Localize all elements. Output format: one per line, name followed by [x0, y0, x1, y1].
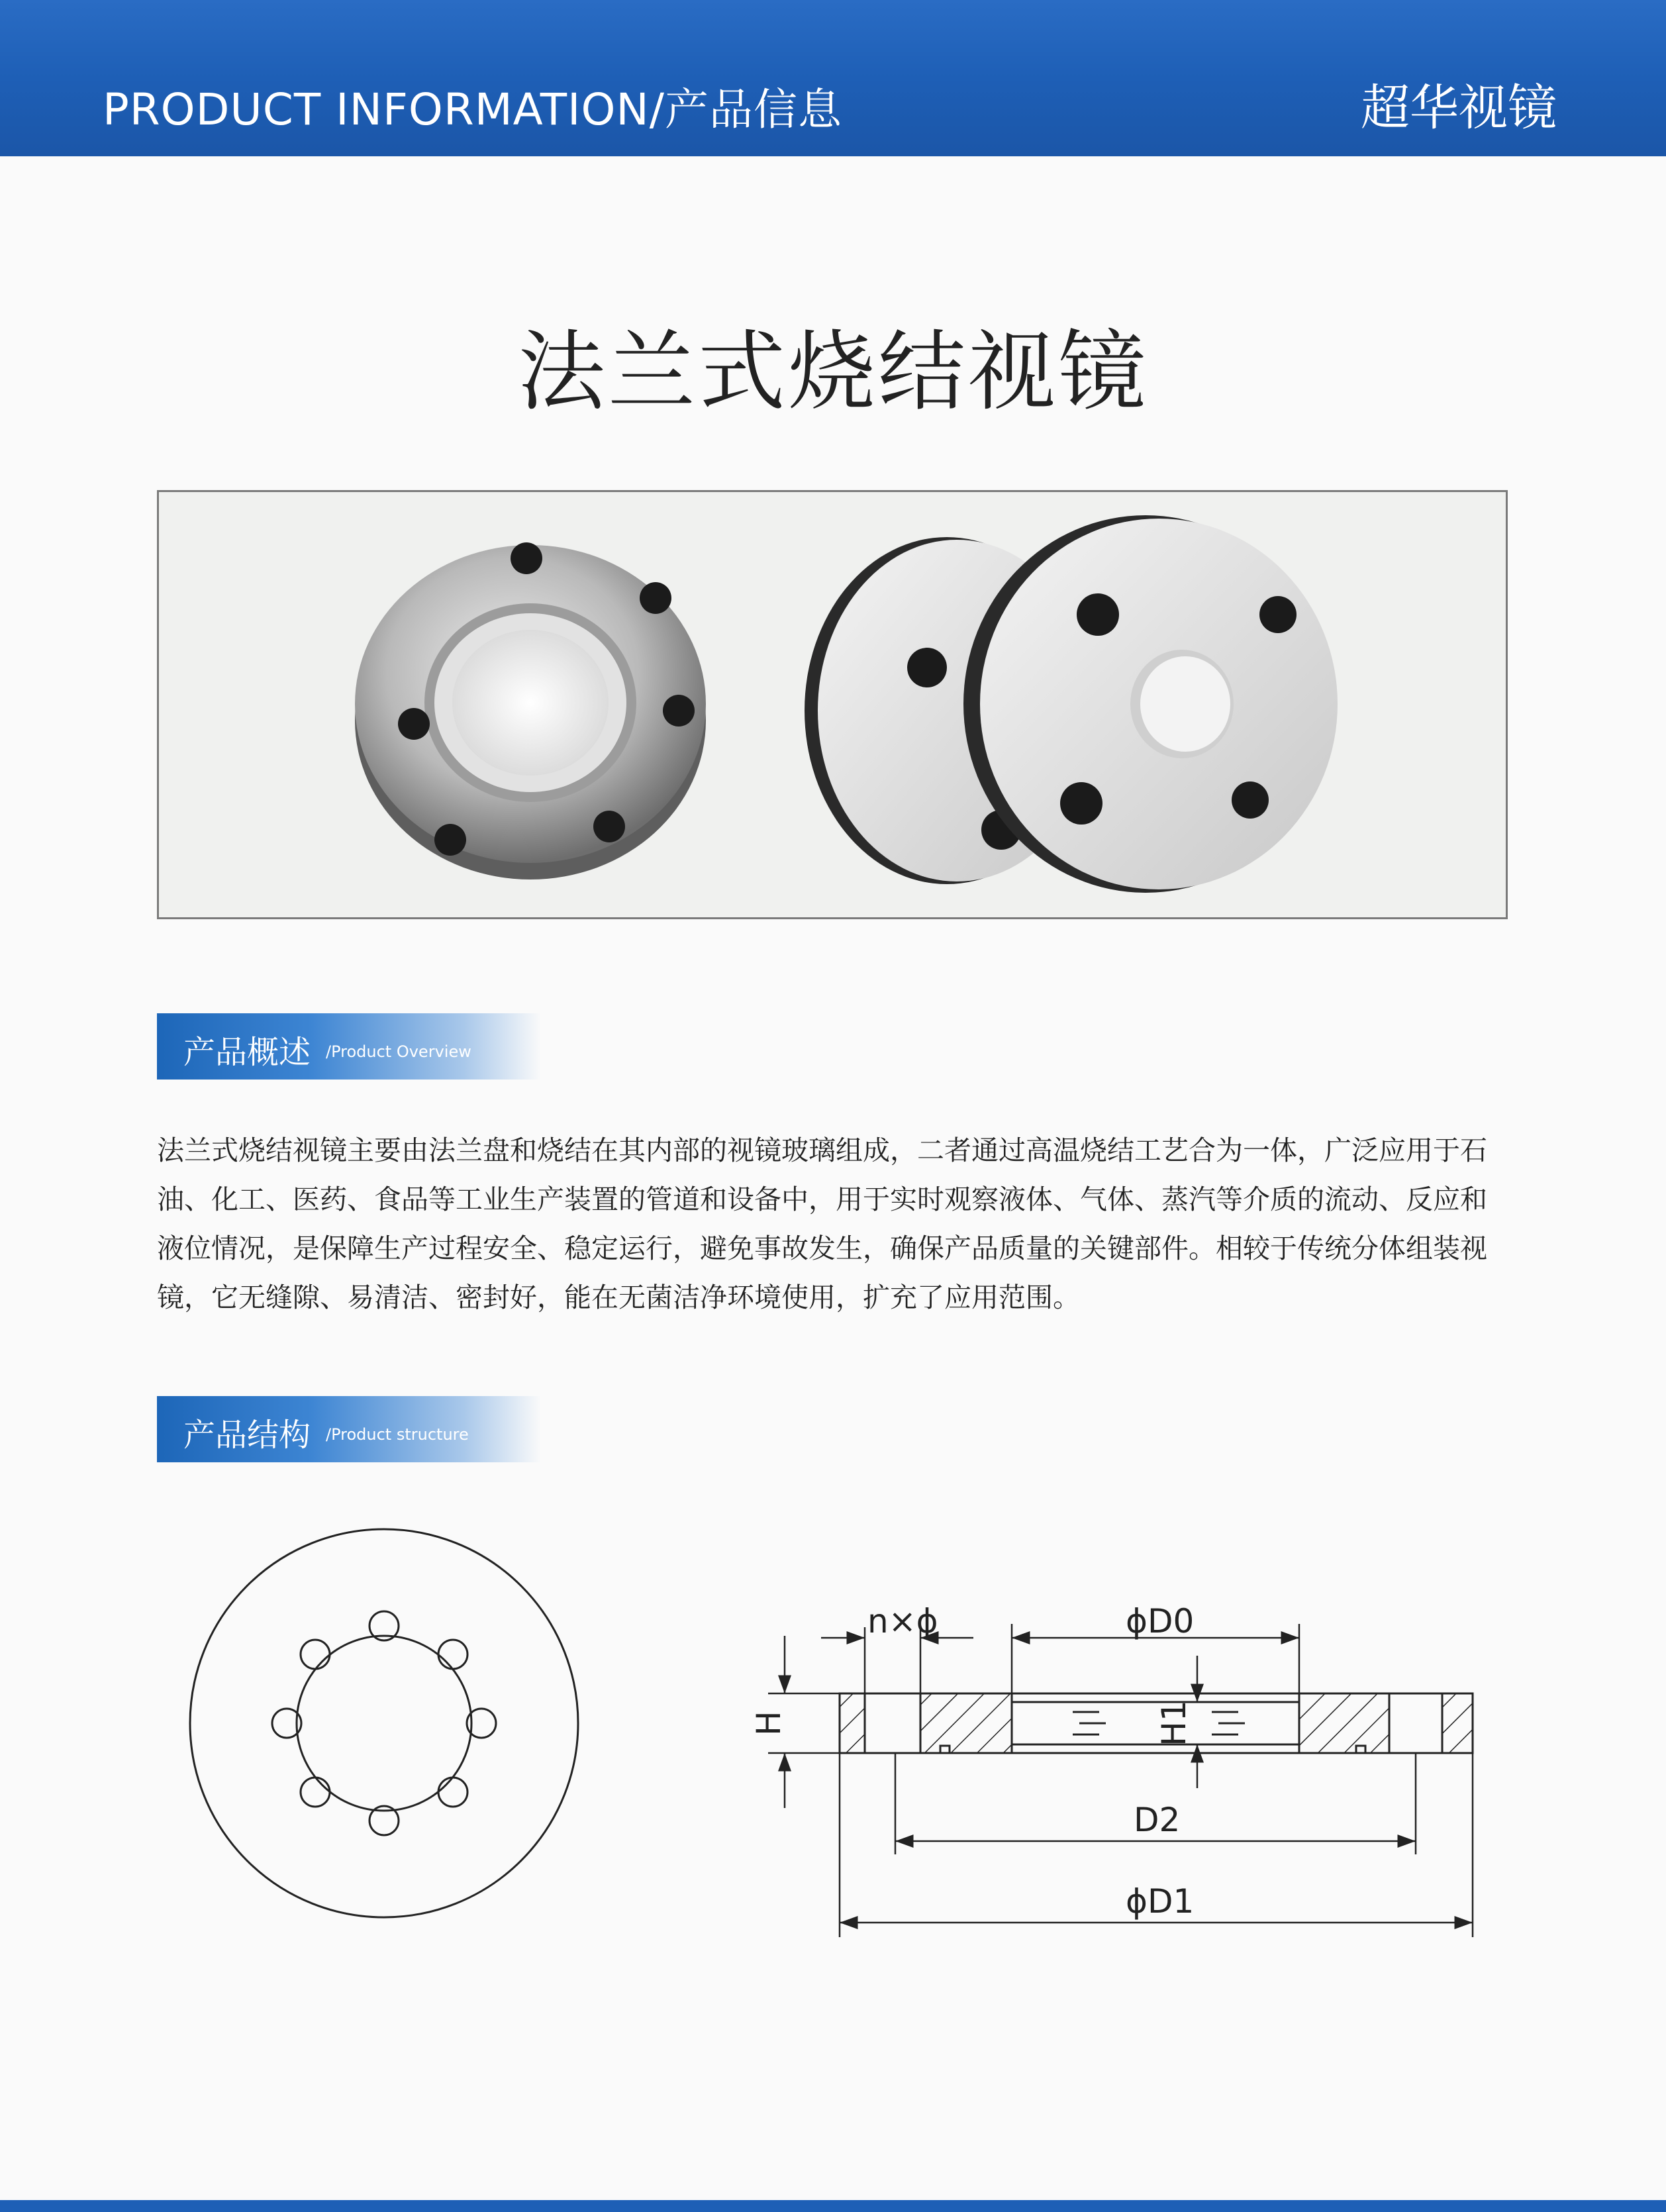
brand-name: 超华视镜: [1361, 79, 1557, 136]
product-photo: [157, 490, 1508, 919]
section-header-overview: [157, 1013, 541, 1080]
label-h1: H1: [1155, 1700, 1193, 1746]
flange-left: [355, 542, 706, 880]
page-title: 法兰式烧结视镜: [518, 321, 1148, 423]
section-title-zh: 产品结构: [183, 1417, 311, 1454]
footer-bar: [0, 2200, 1666, 2212]
label-d0: ϕD0: [1126, 1602, 1195, 1640]
header-title: PRODUCT INFORMATION/产品信息: [103, 84, 843, 135]
technical-drawing: [0, 1523, 1666, 1987]
flange-top-view: [190, 1529, 578, 1917]
header-bar: [0, 0, 1666, 156]
dimension-lines: [768, 1624, 1473, 1937]
structure-drawing: [0, 1523, 1666, 1987]
section-title-en: /Product structure: [326, 1425, 469, 1444]
label-d1: ϕD1: [1126, 1882, 1195, 1921]
section-title-zh: 产品概述: [183, 1034, 311, 1071]
label-n-phi: n×ϕ: [867, 1602, 938, 1640]
overview-paragraph: 法兰式烧结视镜主要由法兰盘和烧结在其内部的视镜玻璃组成，二者通过高温烧结工艺合为一体，广泛应用于石油、化工、医药、食品等工业生产装置的管道和设备中，用于实时观察液体、气体、蒸汽等介质的流动、反应和液位情况，是保障生产过程安全、稳定运行，避免事故发生，确保产品质量的关键部件。相较于传统分体组装视镜，它无缝隙、易清洁、密封好，能在无菌洁净环境使用，扩充了应用范围。: [157, 1134, 1487, 1313]
dimension-labels: [750, 1602, 1194, 1921]
label-d2: D2: [1134, 1801, 1181, 1839]
label-h: H: [750, 1711, 788, 1736]
section-title-en: /Product Overview: [326, 1042, 471, 1061]
flange-photo-illustration: [159, 492, 1506, 917]
flange-right: [805, 515, 1338, 893]
section-header-structure: [157, 1396, 541, 1462]
